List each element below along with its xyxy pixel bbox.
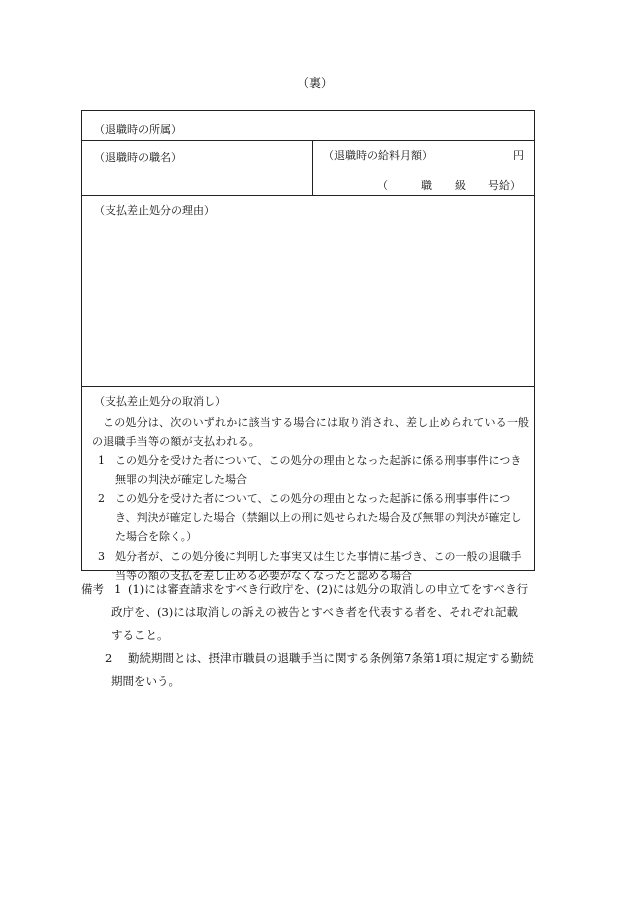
salary-label: （退職時の給料月額） xyxy=(323,149,433,162)
cancel-item-num: 2 xyxy=(98,492,105,505)
note-line: すること。 xyxy=(111,628,169,642)
cancel-item xyxy=(92,489,530,546)
notes-section xyxy=(81,578,541,693)
form-table xyxy=(81,110,535,582)
notes-head: 備考 xyxy=(81,582,104,596)
yen-unit: 円 xyxy=(513,149,524,162)
note-line: 政庁を、(3)には取消しの訴えの被告とすべき者を代表する者を、それぞれ記載 xyxy=(111,605,519,619)
note-num: 2 xyxy=(105,651,113,665)
note-line: (1)には審査請求をすべき行政庁を、(2)には処分の取消しの申立てをすべき行 xyxy=(128,582,529,596)
note-item xyxy=(81,578,541,647)
grade-open-paren: （ xyxy=(377,179,388,192)
reason-row xyxy=(82,196,534,387)
note-num: 1 xyxy=(114,582,122,596)
post-salary-row xyxy=(82,141,534,196)
post-cell xyxy=(82,141,313,195)
post-label: （退職時の職名） xyxy=(94,151,182,164)
salary-cell xyxy=(313,141,536,195)
cancel-item-text: この処分を受けた者について、この処分の理由となった起訴に係る刑事事件につき、判決が確定した場合（禁錮以上の刑に処せられた場合及び無罪の判決が確定した場合を除く。） xyxy=(115,492,522,543)
page-title: （裏） xyxy=(296,76,333,90)
note-line: 期間をいう。 xyxy=(111,674,180,688)
grade-gokyu: 号給） xyxy=(488,179,521,192)
affiliation-label: （退職時の所属） xyxy=(94,123,182,136)
grade-kyu: 級 xyxy=(455,179,466,192)
cancel-item xyxy=(92,451,530,489)
cancel-item-num: 1 xyxy=(98,454,105,467)
cancel-item-num: 3 xyxy=(98,550,105,563)
note-line: 勤続期間とは、摂津市職員の退職手当に関する条例第7条第1項に規定する勤続 xyxy=(128,651,534,665)
cancel-item-text: この処分を受けた者について、この処分の理由となった起訴に係る刑事事件につき無罪の判決が確定した場合 xyxy=(115,454,522,486)
cancel-row xyxy=(82,387,534,582)
cancel-item-text: 処分者が、この処分後に判明した事実又は生じた事情に基づき、この一般の退職手当等の額の支払を差し止める必要がなくなったと認める場合 xyxy=(115,550,522,582)
cancel-heading: （支払差止処分の取消し） xyxy=(94,395,226,408)
grade-shoku: 職 xyxy=(421,179,432,192)
cancel-intro: この処分は、次のいずれかに該当する場合には取り消され、差し止められている一般の退職手当等の額が支払われる。 xyxy=(92,416,530,448)
note-item xyxy=(81,647,541,693)
reason-label: （支払差止処分の理由） xyxy=(94,204,215,217)
affiliation-row xyxy=(82,111,534,141)
